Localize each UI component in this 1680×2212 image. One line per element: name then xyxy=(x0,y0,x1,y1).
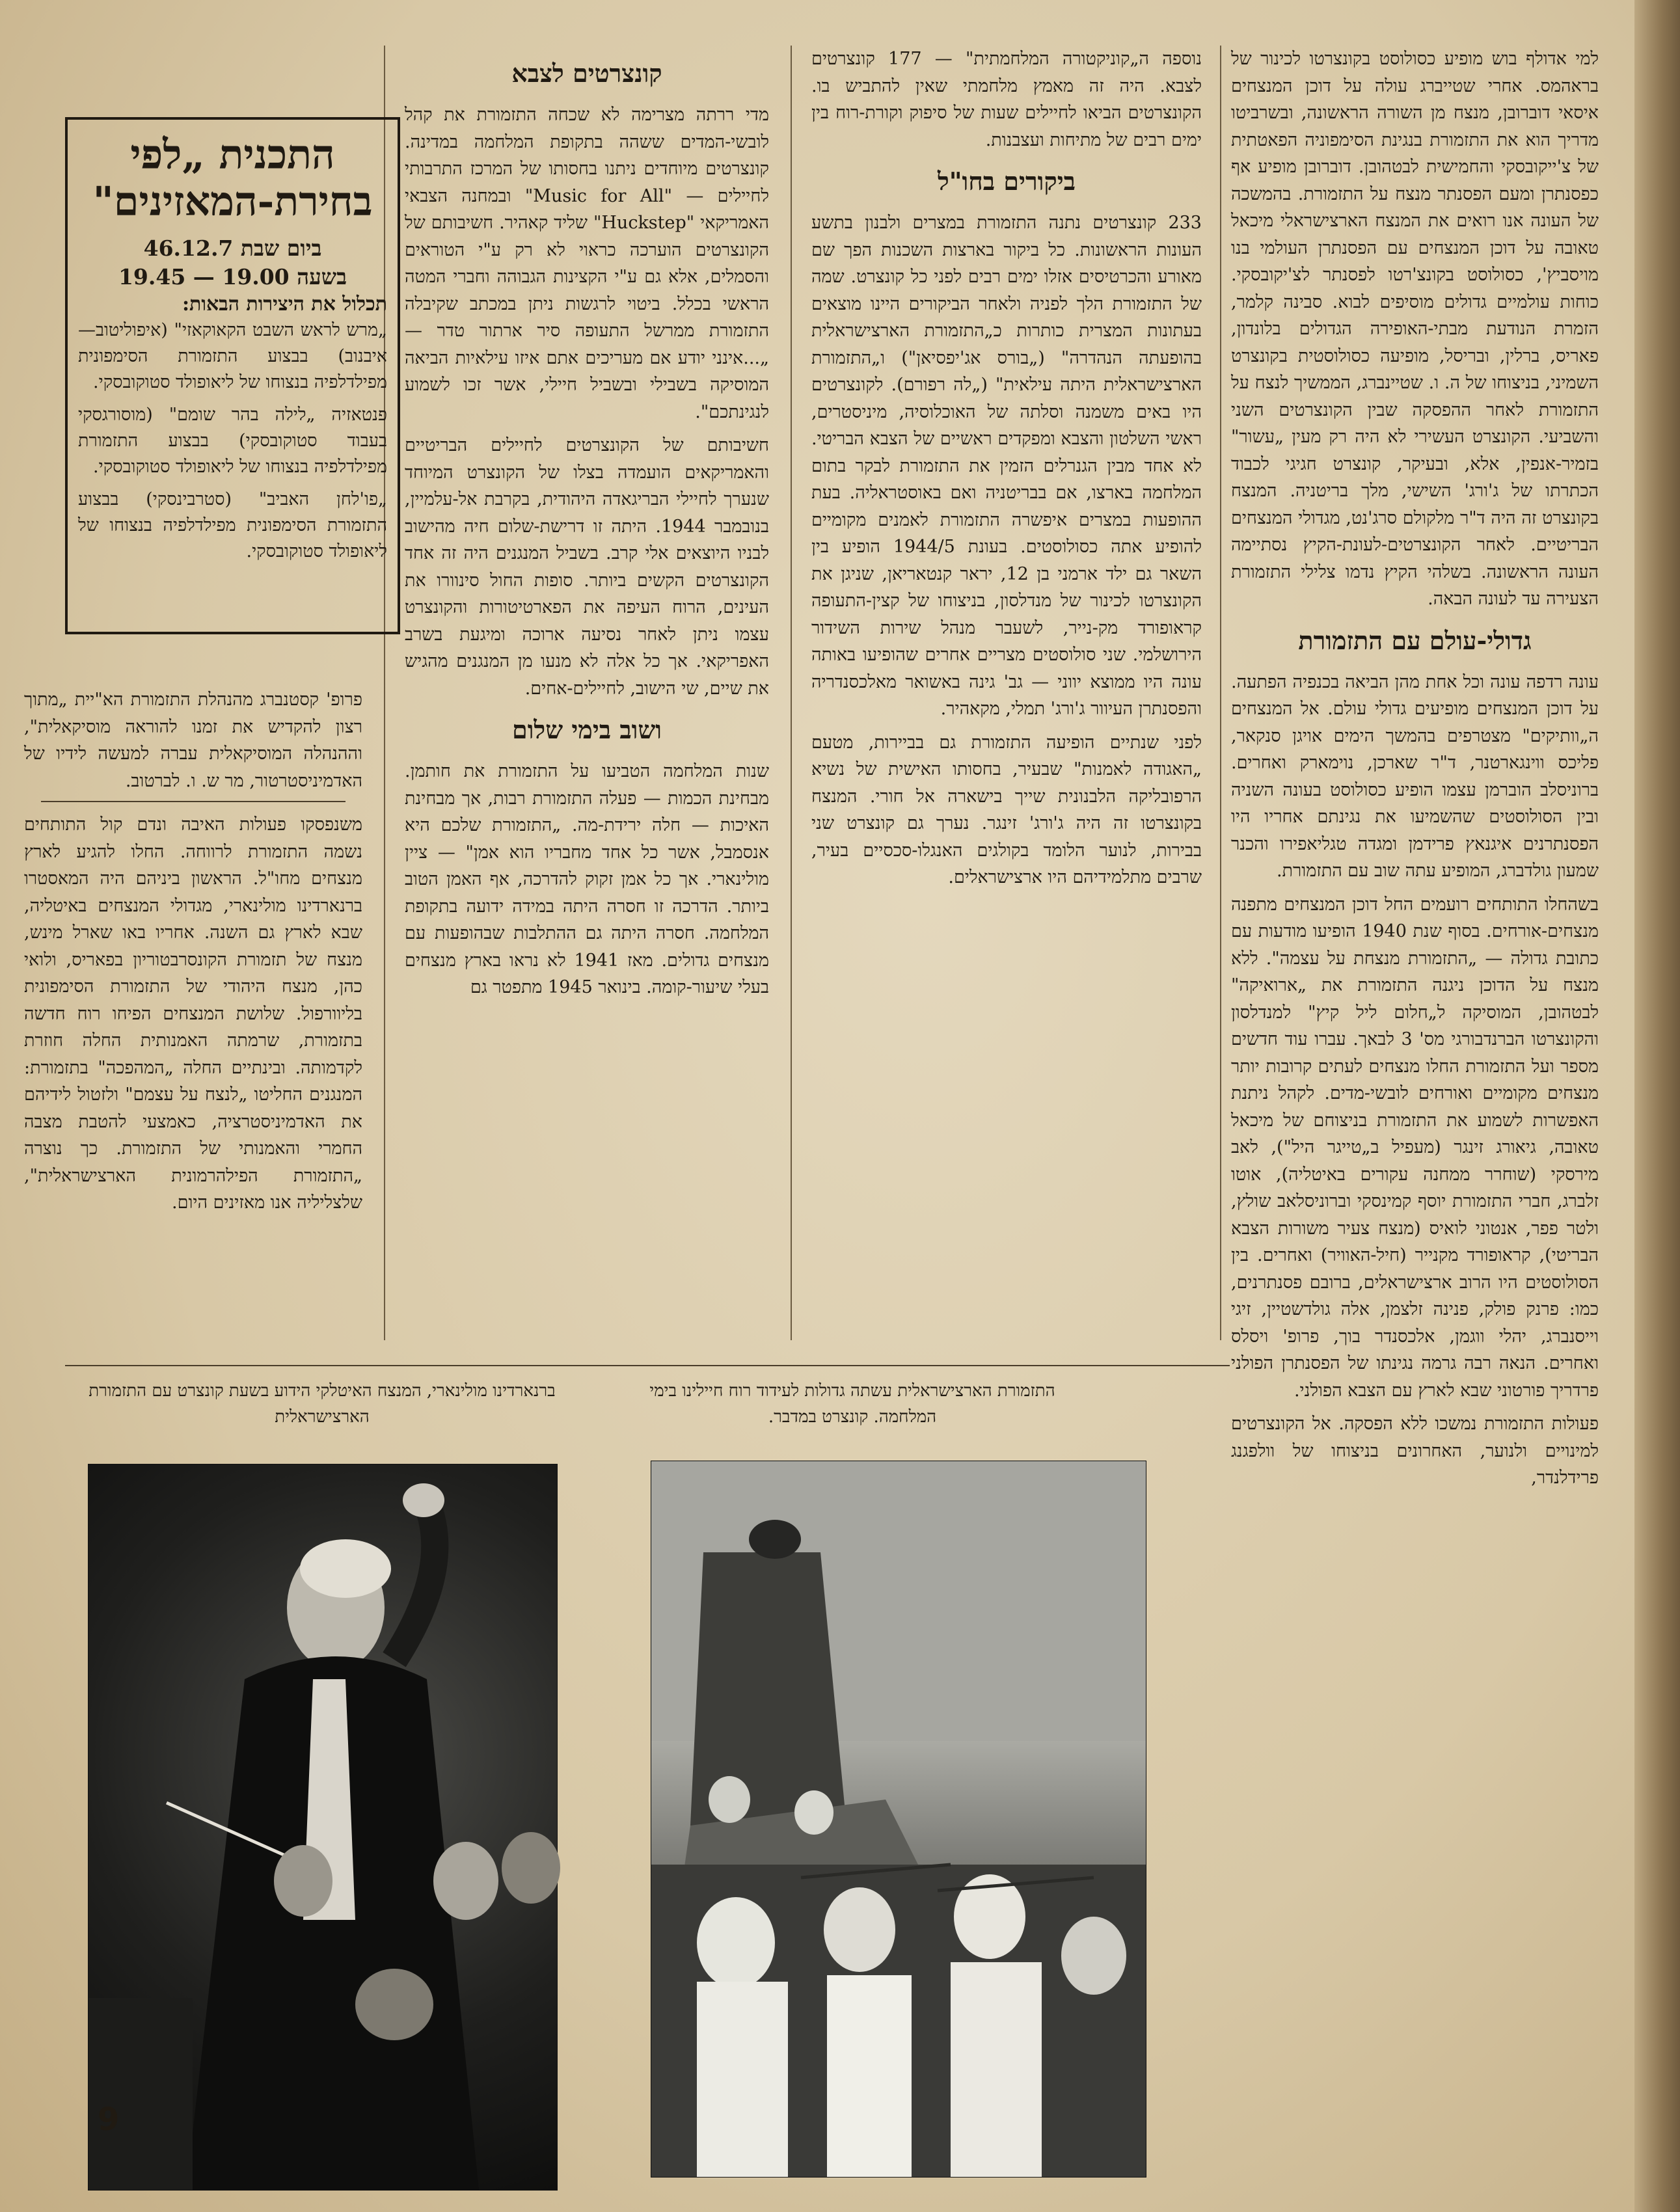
paragraph: לפני שנתיים הופיעה התזמורת גם בביירות, מטעם „האגודה לאמנות" שבעיר, בחסותו האישית של נשיא הרפובליקה הלבנונית שייך בישארה אל חורי. המנצח בקונצרטו זה היה ג'ורג' זינגר. נערך גם קונצרט שני בבירות, לנוער הלומד בקולגים האנגלו-סכסיים בעיר, שרבים מתלמידיהם היו ארצישראלים. xyxy=(811,732,1202,887)
photo-caption-molinari: ברנארדינו מולינארי, המנצח האיטלקי הידוע בשעת קונצרט עם התזמורת הארצישראלית xyxy=(88,1381,556,1427)
desert-concert-photo xyxy=(651,1461,1146,2178)
program-time: בשעה 19.00 — 19.45 xyxy=(118,264,347,290)
paragraph: שנות המלחמה הטביעו על התזמורת את חותמן. מבחינת הכמות — פעלה התזמורת רבות, אך מבחינת האיכות — חלה ירידת-מה. „התזמורת שלכם היא אנסמבל, אשר כל אחד מחבריו הוא אמן" — ציין מולינארי. אך כל אמן זקוק להדרכה, אף האמן הטוב ביותר. הדרכה זו חסרה היתה במידה ידועה בתקופת המלחמה. חסרה היתה גם ההתלבות שבהופעות עם מנצחים גדולים. מאז 1941 לא נראו בארץ מנצחים בעלי שיעור-קומה. בינואר 1945 מתפטר גם xyxy=(405,761,769,997)
article-column-3 xyxy=(405,46,769,1347)
conductor-photo xyxy=(88,1464,558,2191)
program-item: „פו'לחן האביב" (סטרבינסקי) בבצוע התזמורת הסימפונית מפילדלפיה בנצוחו של ליאופולד סטוקובסקי. xyxy=(78,489,387,561)
article-column-4 xyxy=(24,686,362,1343)
paragraph: נוספה ה„קוניקטורה המלחמתית" — 177 קונצרטים לצבא. היה זה מאמץ מלחמתי שאין להתביש בו. הקונצרטים הביאו לחיילים שעות של סיפוק וקורת-רוח בין ימים רבים של מתיחות ועצבנות. xyxy=(811,49,1202,150)
article-column-1 xyxy=(1231,46,1599,1488)
section-heading: ושוב בימי שלום xyxy=(511,715,662,744)
binding-spine xyxy=(1634,0,1680,2212)
paragraph: משנפסקו פעולות האיבה ונדם קול התותחים נשמה התזמורת לרווחה. החלו להגיע לארץ מנצחים מחו"ל. הראשון ביניהם היה המאסטרו ברנארדינו מולינארי, מגדולי המנצחים באיטליה, שבא לארץ גם השנה. אחריו באו שארל מינש, מנצח של תזמורת הקונסרבטוריון בפאריס, ולואי כהן, מנצח היהודי של התזמורת הסימפונית בליוורפול. שלושת המנצחים הפיחו רוח חדשה בתזמורת, שרמתה האמנותית החלה חוזרת לקדמותה. ובינתיים החלה „המהפכה" בתזמורת: המנגנים החליטו „לנצח על עצמם" ולזטול לידיהם את האדמיניסטרציה, כאמצעי להטבת מצבה החמרי והאמנותי של התזמורת. כך נוצרה „התזמורת הפילהרמונית הארצישראלית", שלצליליה אנו מאזינים היום. xyxy=(24,815,362,1213)
program-item: „מרש לראש השבט הקאוקאזי" (איפוליטוב—איבנוב) בבצוע התזמורת הסימפונית מפילדלפיה בנצוחו של ליאופולד סטוקובסקי. xyxy=(78,320,387,392)
paragraph: 233 קונצרטים נתנה התזמורת במצרים ולבנון בתשע העונות הראשונות. כל ביקור בארצות השכנות הפך שם מאורע והכרטיסים אזלו ימים רבים לפני כל קונצרט. שמה של התזמורת הלך לפניה ולאחר הביקורים היינו מוצאים בעתונות המצרית כותרות כ„התזמורת הארצישראלית בהופעתה הנהדרה" („בורס אג'יפסיאן") ו„התזמורת הארצישראלית היתה עילאית" („לה רפורם). לקונצרטים היו באים משמנה וסלתה של האוכלוסיה, מיניסטרים, ראשי השלטון והצבא ומפקדים ראשיים של הצבא הבריטי. לא אחד מבין הגנרלים הזמין את התזמורת לבקר בתום המלחמה בארצו, אם בבריטניה ואם באוסטראליה. בעת ההופעות במצרים איפשרה התזמורת לאמנים מקומיים להופיע אתה כסולוסטים. בעונת 1944/5 הופיע בין השאר גם ילד ארמני בן 12, יראר קנטאריאן, שניגן את הקונצרטו לכינור של מנדלסון, בניצוחו של קצין-התעופה קראופורד מק-נייר, לשעבר מנהל שירות השידור הירושלמי. שני סולוסטים מצריים אחרים שהופיעו באותה עונה היו ממוצא יווני — גב' גינה באשואר מאלכסנדריה והפסנתרן העיוור ג'ורג' תמלי, מקאהיר. xyxy=(811,213,1202,719)
paragraph: למי אדולף בוש מופיע כסולוסט בקונצרטו לכינור של בראהמס. אחרי שטייברג עולה על דוכן המנצחים איסאי דוברובן, מנצח מן השורה הראשונה, ובשרביטו מדריך הוא את התזמורת בנגינת הסימפוניה הפאטתית של צ'ייקובסקי והחמישית לבטהובן. דוברובן מופיע אף כפסנתרן ומעם הפסנתר מנצח על התזמורת. בהמשכה של העונה אנו רואים את המנצח הארצישראלי מיכאל טאובה על דוכן המנצחים עם הפסנתרן העולמי בנו מויסביץ', כסולוסט בקונצ'רטו לפסנתר לצ'יקובסקי. כוחות עולמיים גדולים מוסיפים לבוא. סבינה קלמר, הזמרת הנודעת מבתי-האופירה הגדולים בלונדון, פאריס, ברלין, ובריסל, מופיעה כסולוסטית בקונצרט השמיני, בניצוחו של ה. ו. שטיינברג, הממשיך לנצח על התזמורת לאחר ההפסקה שבין הקונצרטים השני והשביעי. הקונצרט העשירי לא היה רק מעין „עשור" בזמיר-אנפין, אלא, ובעיקר, קונצרט חגיגי לכבוד הכתרתו של ג'ורג' השישי, מלך בריטניה. המנצח בקונצרט זה היה ד"ר מלקולם סרג'נט, מגדולי המנצחים הבריטיים. לאחר הקונצרטים-לעונת-הקיץ נסתיימה העונה הראשונה. בשלהי הקיץ נדמו צלילי התזמורת הצעירה עד לעונה הבאה. xyxy=(1231,49,1599,609)
paragraph: בשהחלו התותחים רועמים החל דוכן המנצחים מתפנה מנצחים-אורחים. בסוף שנת 1940 הופיעו מודעות עם כתובת גדולה — „התזמורת מנצחת על עצמה". ללא מנצח על הדוכן ניגנה התזמורת את „ארואיקה" לבטהובן, המוסיקה ל„חלום ליל קיץ" למנדלסון והקונצרטו הברנדבורגי מס' 3 לבאך. עברו עוד חדשים מספר ועל התזמורת החלו מנצחים לעתים קרובות יותר מנצחים מקומיים ואורחים לובשי-מדים. לקהל ניתנת האפשרות לשמוע את התזמורת בניצוחם של מיכאל טאובה, גיאורג זינגר (מעפיל ב„טייגר היל"), לאב מירסקי (שוחרר ממחנה עקורים באיטליה), אוטו זלברג, חברי התזמורת יוסף קמינסקי וברוניסלאב שולץ, ולטר פפר, אנטוני לואיס (מנצח צעיר משורות הצבא הבריטי), קראופורד מקנייר (חיל-האוויר) ואחרים. בין הסולוסטים היו הרוב ארצישראלים, ברובם פסנתרנים, כמו: פרנק פולק, פנינה זלצמן, אלה גולדשטיין, זיגי וייסנברג, יהלי ווגמן, אלכסנדר בוך, פרופ' ויסלס ואחרים. הנאה רבה גרמה נגינתו של הפסנתרן הפולני פרדריך פורטוני שבא לארץ עם הצבא הפולני. xyxy=(1231,894,1599,1401)
column-divider xyxy=(1220,46,1221,1340)
desert-concert-illustration xyxy=(651,1461,1146,2177)
paragraph: עונה רדפה עונה וכל אחת מהן הביאה בכנפיה הפתעה. על דוכן המנצחים מופיעים גדולי עולם. אל המנצחים ה„וותיקים" מצטרפים בהמשך הימים אויגן סנקאר, פליכס ווינגארטנר, ד"ר שארכן, נוימארק ואחרים. ברוניסלב הוברמן עצמו הופיע כסולוסט בעונה השניה ובין הסולוסטים שהשמיעו את נגינתם אחריו היו הפסנתרנים איגנאץ פרידמן ומגדה טגליאפירו והכנר שמעון גולדברג, המופיע עתה שוב עם התזמורת. xyxy=(1231,671,1599,881)
divider-rule xyxy=(41,801,345,802)
section-heading: גדולי-עולם עם התזמורת xyxy=(1298,625,1532,655)
paragraph: פרופ' קסטנברג מהנהלת התזמורת הא"יית „מתוך רצון להקדיש את זמנו להוראה מוסיקאלית", וההנהלה המוסיקאלית עברה למעשה לידיו של האדמיניסטרטור, מר ש. ו. לברטוב. xyxy=(24,690,362,791)
program-date: ביום שבת 46.12.7 xyxy=(143,236,322,261)
paragraph: פעולות התזמורת נמשכו ללא הפסקה. אל הקונצרטים למינויים ולנוער, האחרונים בניצוחו של וולפגנג פרידלנדר, xyxy=(1231,1414,1599,1488)
photo-section-rule xyxy=(65,1365,1230,1366)
program-intro: תכלול את היצירות הבאות: xyxy=(182,293,387,316)
paragraph: מדי ררתה מצרימה לא שכחה התזמורת את קהל לובשי-המדים ששהה בתקופת המלחמה במדינה. קונצרטים מיוחדים ניתנו בחסותו של המרכז התרבותי לחיילים — "Music for All" ובמחנה הצבאי האמריקאי "Huckstep" שליד קאהיר. חשיבותם של הקונצרטים הוערכה כראוי לא רק ע"י הטוראים והסמלים, אלא גם ע"י הקצינות הגבוהה וחברי המטה הראשי בכלל. ביטוי לרגשות ניתן במכתב שקיבלה התזמורת ממרשל התעופה סיר ארתור טדר — „...אינני יודע אם מעריכים אתם איזו עילאיות הביאה המוסיקה בשבילי ובשביל חיילי, אשר זכו לשמוע לנגינתכם". xyxy=(405,105,769,422)
program-item: פנטאזיה „לילה בהר שומם" (מוסורגסקי בעבוד סטוקובסקי) בבצוע התזמורת מפילדלפיה בנצוחו של ליאופולד סטוקובסקי. xyxy=(78,405,387,477)
article-column-2 xyxy=(811,46,1202,1350)
paragraph: חשיבותם של הקונצרטים לחיילים הבריטיים והאמריקאים הועמדה בצלו של הקונצרט המיוחד שנערך לחיילי הבריגאדה היהודית, בקרבת אל-עלמיין, בנובמבר 1944. היתה זו דרישת-שלום חיה מהישוב לבניו היוצאים אלי קרב. בשביל המנגנים היה זה אחד הקונצרטים הקשים ביותר. סופות החול סינוורו את העינים, הרוח העיפה את הפארטיטורות והקונצרט עצמו ניתן לאחר נסיעה ארוכה ומיגעת בשרב האפריקאי. אך כל אלה לא מנעו מן המנגנים מהגיש את שיים, שי הישוב, לחיילים-אחים. xyxy=(405,435,769,699)
conductor-illustration xyxy=(88,1464,557,2190)
section-heading: ביקורים בחו"ל xyxy=(937,167,1076,196)
section-heading: קונצרטים לצבא xyxy=(511,59,662,88)
page-number: 9 xyxy=(98,2101,120,2138)
column-divider xyxy=(791,46,792,1340)
program-title: התכנית „לפי בחירת-המאזינים" xyxy=(92,131,373,225)
program-box xyxy=(65,117,400,634)
photo-caption-concert-desert: התזמורת הארצישראלית עשתה גדולות לעידוד רוח חיילינו בימי המלחמה. קונצרט במדבר. xyxy=(649,1381,1055,1427)
